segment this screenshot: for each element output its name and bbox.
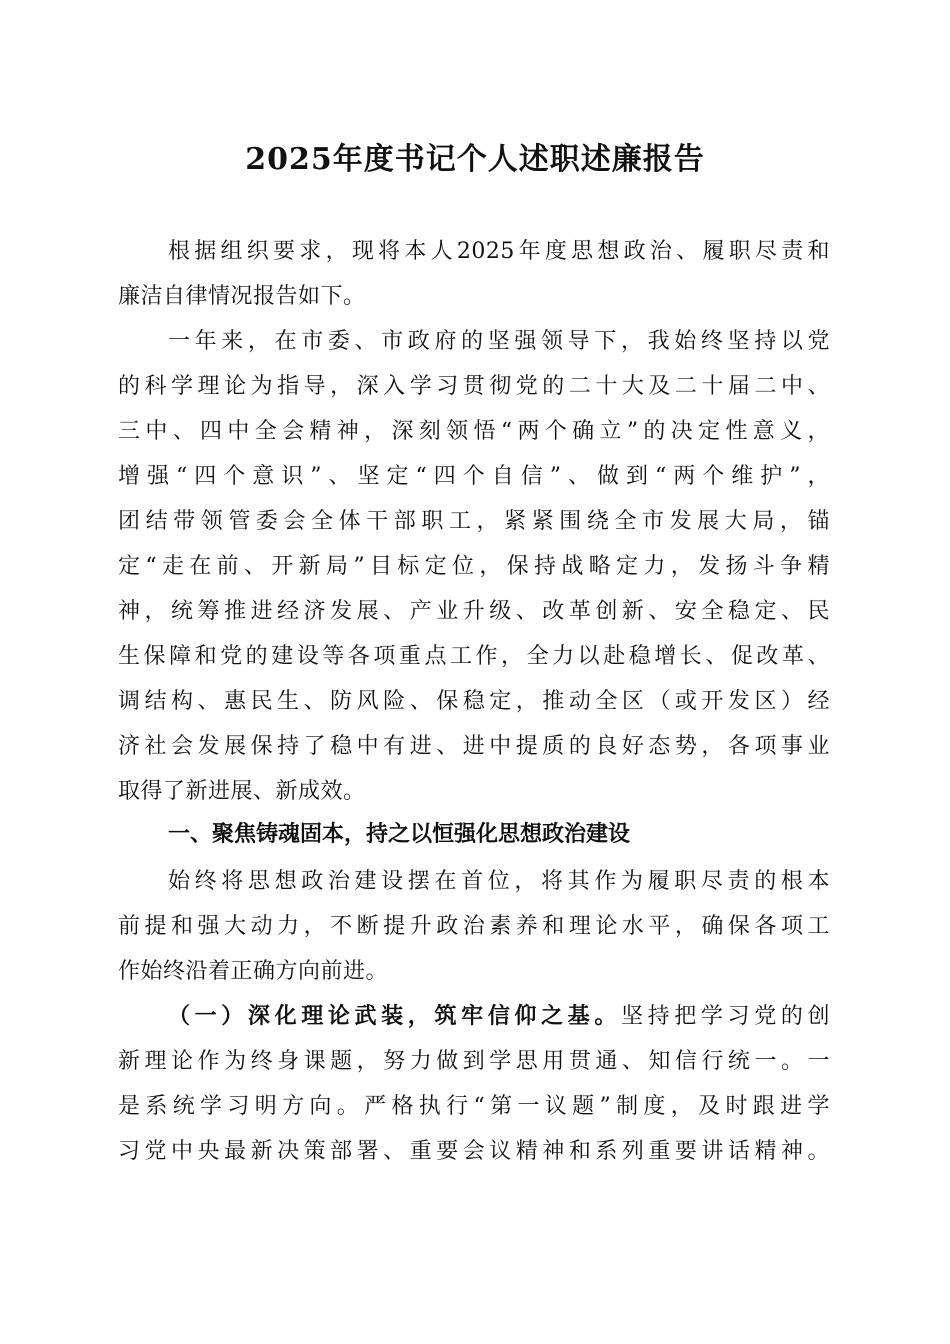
paragraph-2-line-7: 神，统筹推进经济发展、产业升级、改革创新、安全稳定、民: [118, 599, 830, 624]
paragraph-4-line-1: [168, 1002, 830, 1032]
paragraph-2-line-1: 一年来，在市委、市政府的坚强领导下，我始终坚持以党: [168, 329, 830, 354]
paragraph-4-line-3: 是系统学习明方向。严格执行“第一议题”制度，及时跟进学: [118, 1094, 830, 1119]
paragraph-1-line-2: 廉洁自律情况报告如下。: [118, 284, 366, 309]
paragraph-2-line-4: 增强“四个意识”、坚定“四个自信”、做到“两个维护”，: [118, 464, 830, 489]
paragraph-2-line-2: 的科学理论为指导，深入学习贯彻党的二十大及二十届二中、: [118, 374, 830, 399]
paragraph-4-line-1-rest: 坚持把学习党的创: [620, 1004, 830, 1029]
paragraph-3-line-1: 始终将思想政治建设摆在首位，将其作为履职尽责的根本: [168, 869, 830, 894]
paragraph-2-line-10: 济社会发展保持了稳中有进、进中提质的良好态势，各项事业: [118, 734, 830, 759]
paragraph-3-line-2: 前提和强大动力，不断提升政治素养和理论水平，确保各项工: [118, 914, 830, 939]
section-heading-1: 一、聚焦铸魂固本，持之以恒强化思想政治建设: [168, 822, 631, 847]
paragraph-2-line-9: 调结构、惠民生、防风险、保稳定，推动全区（或开发区）经: [118, 689, 830, 714]
paragraph-2-line-3: 三中、四中全会精神，深刻领悟“两个确立”的决定性意义，: [118, 419, 830, 444]
paragraph-4-line-4: 习党中央最新决策部署、重要会议精神和系列重要讲话精神。: [118, 1139, 830, 1164]
paragraph-2-line-5: 团结带领管委会全体干部职工，紧紧围绕全市发展大局，锚: [118, 509, 830, 534]
document-title: 2025年度书记个人述职述廉报告: [245, 142, 705, 177]
paragraph-1-line-1: 根据组织要求，现将本人2025年度思想政治、履职尽责和: [168, 239, 830, 264]
paragraph-2-line-11: 取得了新进展、新成效。: [118, 779, 366, 804]
subsection-lead: （一）深化理论武装，筑牢信仰之基。: [168, 1004, 621, 1029]
paragraph-4-line-2: 新理论作为终身课题，努力做到学思用贯通、知信行统一。一: [118, 1049, 830, 1074]
paragraph-2-line-8: 生保障和党的建设等各项重点工作，全力以赴稳增长、促改革、: [118, 644, 830, 669]
paragraph-3-line-3: 作始终沿着正确方向前进。: [118, 959, 389, 984]
paragraph-2-line-6: 定“走在前、开新局”目标定位，保持战略定力，发扬斗争精: [118, 554, 830, 579]
